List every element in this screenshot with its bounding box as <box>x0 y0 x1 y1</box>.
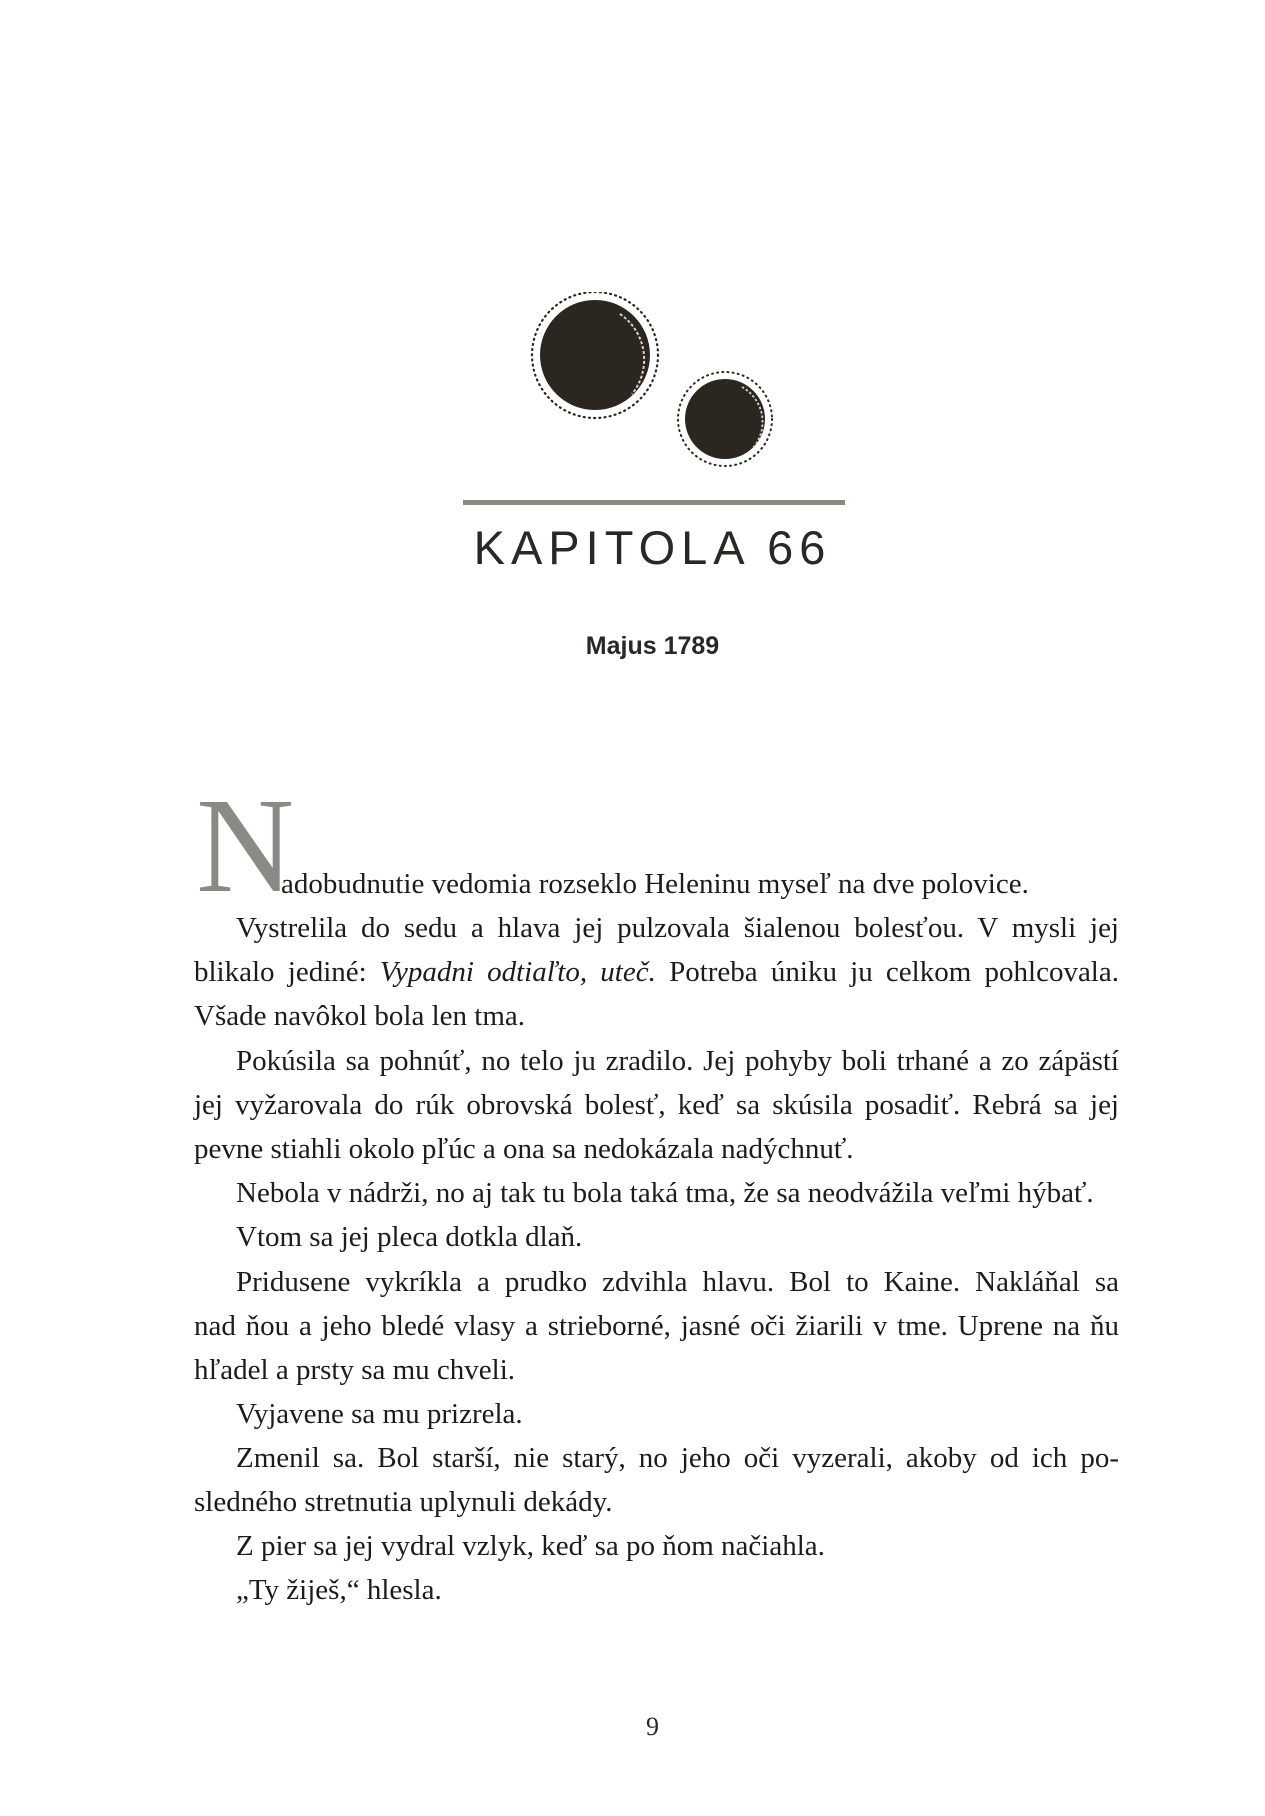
text-line: Z pier sa jej vydral vzlyk, keď sa po ňom načiahla. <box>236 1530 825 1562</box>
text-line: Pokúsila sa pohnúť, no telo ju zradilo. Jej pohyby boli trhané a zo zápästí <box>236 1045 1119 1077</box>
text-line: „Ty žiješ,“ hlesla. <box>236 1574 442 1606</box>
text-line <box>194 950 1119 994</box>
text-line: pevne stiahli okolo pľúc a ona sa nedokázala nadýchnuť. <box>194 1133 854 1165</box>
text-line: Vyjavene sa mu prizrela. <box>236 1398 523 1430</box>
chapter-date: Majus 1789 <box>585 632 720 660</box>
text-line: Pridusene vykríkla a prudko zdvihla hlavu. Bol to Kaine. Nakláňal sa <box>236 1266 1119 1298</box>
text-line: hľadel a prsty sa mu chveli. <box>194 1354 516 1386</box>
two-moons-icon <box>520 292 790 477</box>
chapter-title: KAPITOLA 66 <box>473 521 832 574</box>
page-number: 9 <box>646 1712 659 1741</box>
text-segment: blikalo jediné: <box>194 956 380 988</box>
text-line: Vystrelila do sedu a hlava jej pulzovala šialenou bolesťou. V mysli jej <box>236 912 1119 944</box>
large-moon <box>540 300 650 410</box>
text-line: Vtom sa jej pleca dotkla dlaň. <box>236 1221 583 1253</box>
chapter-rule <box>463 500 845 505</box>
drop-cap: N <box>196 771 295 921</box>
text-segment: Potreba úniku ju celkom pohlcovala. <box>655 956 1119 988</box>
text-line: sledného stretnutia uplynuli dekády. <box>194 1486 613 1518</box>
text-line: jej vyžarovala do rúk obrovská bolesť, keď sa skúsila posadiť. Rebrá sa jej <box>194 1089 1119 1121</box>
text-line: nad ňou a jeho bledé vlasy a strieborné, jasné oči žiarili v tme. Uprene na ňu <box>194 1310 1119 1342</box>
italic-thought: Vypadni odtiaľto, uteč. <box>379 956 656 988</box>
text-line: Nebola v nádrži, no aj tak tu bola taká tma, že sa neodvážila veľmi hýbať. <box>236 1177 1094 1209</box>
text-line: Zmenil sa. Bol starší, nie starý, no jeho oči vyzerali, akoby od ich po- <box>236 1442 1119 1474</box>
text-line: adobudnutie vedomia rozseklo Heleninu myseľ na dve polovice. <box>281 868 1029 900</box>
text-line: Všade navôkol bola len tma. <box>194 1000 525 1032</box>
